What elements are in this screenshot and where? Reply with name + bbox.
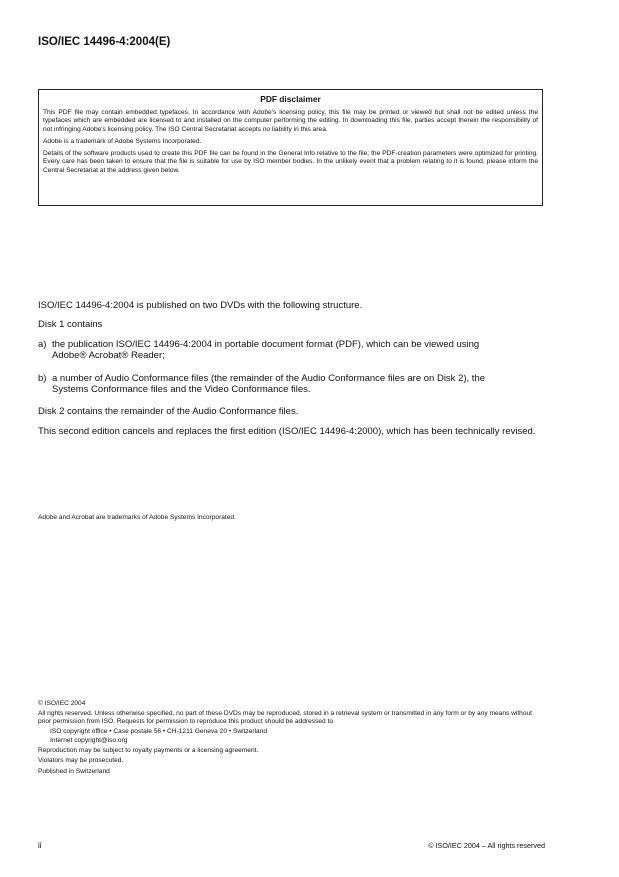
iso-internet-contact: Internet copyright@iso.org [50, 736, 128, 744]
copyright-line: © ISO/IEC 2004 [38, 700, 86, 707]
disclaimer-title: PDF disclaimer [260, 94, 321, 104]
disclaimer-paragraph-licensing: This PDF file may contain embedded typefaces. In accordance with Adobe's licensing policy, this file may be printed or viewed but shall not be edited unless the typefaces which are embedded are licensed to and installed on the computer performing the editing. In downloading this file, parties accept therein the responsibility of not infringing Adobe's licensing policy. The ISO Central Secretariat accepts no liability in this area. [43, 109, 538, 133]
list-text-b-line2: Systems Conformance files and the Video Conformance files. [52, 384, 311, 396]
page-number: ii [38, 841, 42, 850]
pdf-disclaimer-box [38, 89, 543, 206]
disclaimer-paragraph-trademark: Adobe is a trademark of Adobe Systems Incorporated. [43, 137, 202, 145]
rights-reserved-paragraph: All rights reserved. Unless otherwise specified, no part of these DVDs may be reproduced, stored in a retrieval system or transmitted in any form or by any means without prior permission from ISO. Requests for permission to reproduce this product should be addressed to [38, 709, 533, 726]
copyright-block [38, 700, 546, 778]
main-body [38, 300, 545, 445]
disclaimer-paragraph-details: Details of the software products used to create this PDF file can be found in the General Info relative to the file; the PDF-creation parameters were optimized for printing. Every care has been taken to ensure that the file is suitable for use by ISO member bodies. In the unlikely event that a problem relating to it is found, please inform the Central Secretariat at the address given below. [43, 150, 538, 174]
list-marker-a: a) [38, 338, 47, 350]
violators-note: Violators may be prosecuted. [38, 757, 124, 765]
published-in: Published in Switzerland [38, 767, 110, 775]
list-text-a [52, 339, 545, 362]
disk1-heading: Disk 1 contains [38, 319, 103, 331]
edition-paragraph: This second edition cancels and replaces the first edition (ISO/IEC 14496-4:2000), which has been technically revised. [38, 425, 536, 437]
disk2-paragraph: Disk 2 contains the remainder of the Audio Conformance files. [38, 406, 299, 418]
list-item-a [38, 339, 545, 362]
list-item-b [38, 373, 545, 396]
list-text-b [52, 373, 545, 396]
document-header-title: ISO/IEC 14496-4:2004(E) [38, 36, 171, 48]
list-text-a-line2: Adobe® Acrobat® Reader; [52, 350, 165, 362]
trademark-note: Adobe and Acrobat are trademarks of Adobe Systems Incorporated. [38, 514, 236, 521]
list-text-b-line1: a number of Audio Conformance files (the remainder of the Audio Conformance files are on Disk 2), the [52, 372, 486, 384]
intro-paragraph: ISO/IEC 14496-4:2004 is published on two DVDs with the following structure. [38, 300, 363, 311]
list-marker-b: b) [38, 372, 47, 384]
list-text-a-line1: the publication ISO/IEC 14496-4:2004 in portable document format (PDF), which can be viewed using [52, 338, 480, 350]
royalty-note: Reproduction may be subject to royalty payments or a licensing agreement. [38, 747, 259, 755]
iso-address: ISO copyright office • Case postale 56 • CH-1211 Geneva 20 • Switzerland [50, 728, 268, 736]
footer-rights: © ISO/IEC 2004 – All rights reserved [428, 841, 545, 850]
